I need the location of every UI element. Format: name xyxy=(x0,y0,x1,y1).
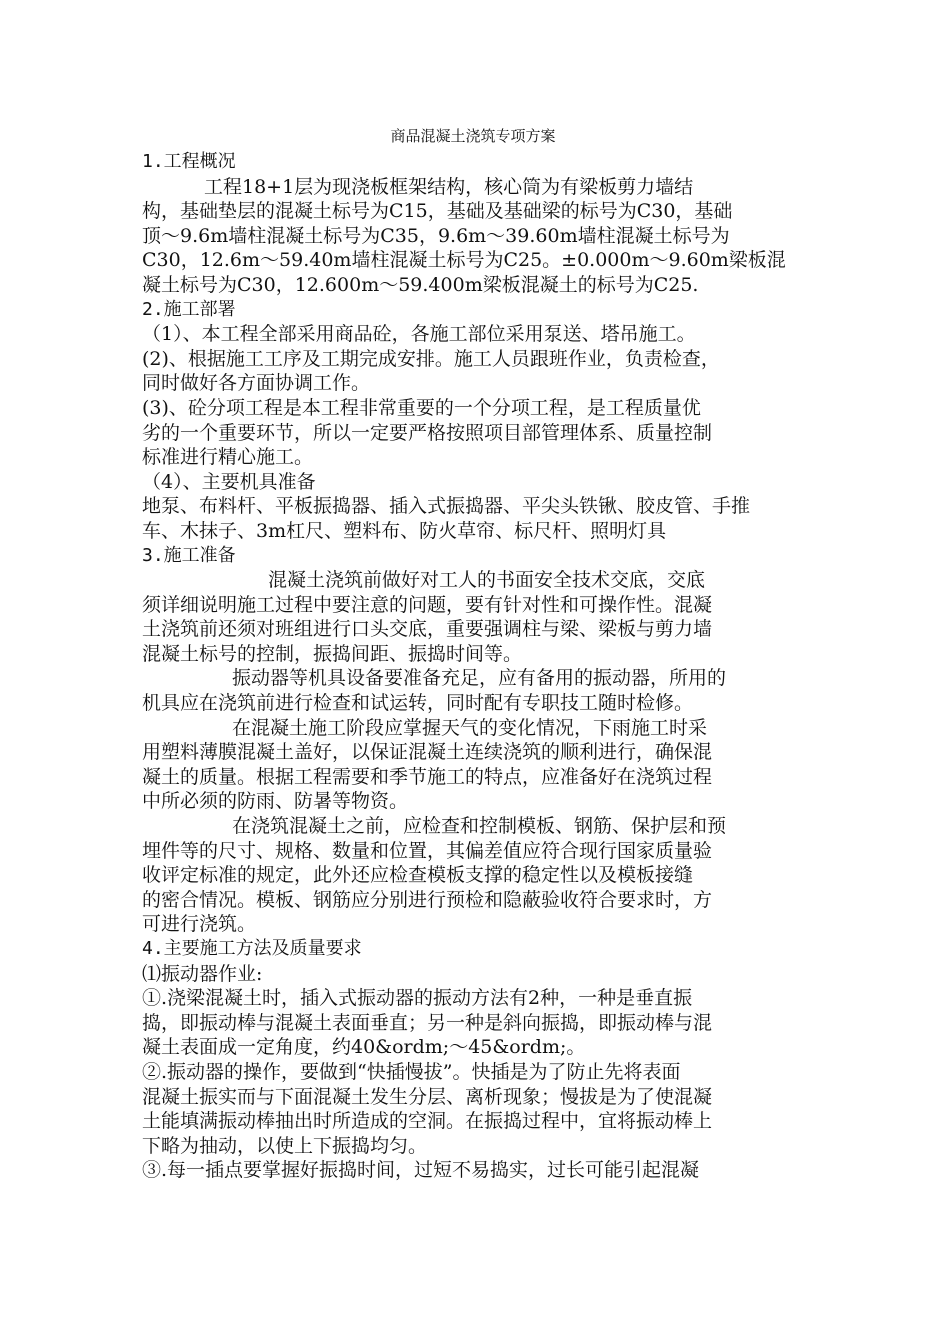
subsection-heading: ⑴振动器作业: xyxy=(142,962,263,985)
paragraph-line: 车、木抹子、3m杠尺、塑料布、防火草帘、标尺杆、照明灯具 xyxy=(142,519,667,542)
paragraph-line: 捣，即振动棒与混凝土表面垂直；另一种是斜向振捣，即振动棒与混 xyxy=(142,1011,713,1034)
paragraph-line: 标准进行精心施工。 xyxy=(142,446,314,469)
list-item: （1）、本工程全部采用商品砼，各施工部位采用泵送、塔吊施工。 xyxy=(142,323,696,346)
section-heading-2: 2.施工部署 xyxy=(142,298,236,320)
list-item: (3)、砼分项工程是本工程非常重要的一个分项工程，是工程质量优 xyxy=(142,396,701,419)
paragraph-line: 须详细说明施工过程中要注意的问题，要有针对性和可操作性。混凝 xyxy=(142,593,713,616)
paragraph-line: 中所必须的防雨、防暑等物资。 xyxy=(142,790,409,813)
paragraph-line: 机具应在浇筑前进行检查和试运转，同时配有专职技工随时检修。 xyxy=(142,692,694,715)
paragraph-line: 混凝土浇筑前做好对工人的书面安全技术交底，交底 xyxy=(268,569,706,592)
list-item: (2)、根据施工工序及工期完成安排。施工人员跟班作业，负责检查， xyxy=(142,347,720,370)
paragraph-line: 收评定标准的规定，此外还应检查模板支撑的稳定性以及模板接缝 xyxy=(142,864,694,887)
paragraph-line: 构，基础垫层的混凝土标号为C15，基础及基础梁的标号为C30，基础 xyxy=(142,200,733,223)
paragraph-line: 凝土的质量。根据工程需要和季节施工的特点，应准备好在浇筑过程 xyxy=(142,765,713,788)
paragraph-line: 土浇筑前还须对班组进行口头交底，重要强调柱与梁、梁板与剪力墙 xyxy=(142,618,713,641)
section-heading-1: 1.工程概况 xyxy=(142,151,236,172)
document-title: 商品混凝土浇筑专项方案 xyxy=(390,127,556,145)
paragraph-line: C30，12.6m～59.40m墙柱混凝土标号为C25。±0.000m～9.60m梁板混 xyxy=(142,249,786,272)
list-item: ②.振动器的操作，要做到“快插慢拔”。快插是为了防止先将表面 xyxy=(142,1060,681,1083)
paragraph-line: 用塑料薄膜混凝土盖好，以保证混凝土连续浇筑的顺利进行，确保混 xyxy=(142,741,713,764)
paragraph-line: 下略为抽动，以使上下振捣均匀。 xyxy=(142,1134,428,1157)
paragraph-line: 混凝土振实而与下面混凝土发生分层、离析现象；慢拔是为了使混凝 xyxy=(142,1085,713,1108)
paragraph-line: 劣的一个重要环节，所以一定要严格按照项目部管理体系、质量控制 xyxy=(142,421,713,444)
document-page xyxy=(142,124,804,1183)
paragraph-line: 凝土标号为C30，12.600m～59.400m梁板混凝土的标号为C25. xyxy=(142,273,699,296)
section-heading-4: 4.主要施工方法及质量要求 xyxy=(142,938,362,959)
paragraph-line: 振动器等机具设备要准备充足，应有备用的振动器，所用的 xyxy=(232,667,727,690)
paragraph-line: 工程18+1层为现浇板框架结构，核心筒为有梁板剪力墙结 xyxy=(204,175,694,198)
list-item: ①.浇梁混凝土时，插入式振动器的振动方法有2种，一种是垂直振 xyxy=(142,987,693,1010)
paragraph-line: 混凝土标号的控制，振捣间距、振捣时间等。 xyxy=(142,642,523,665)
paragraph-line: 的密合情况。模板、钢筋应分别进行预检和隐蔽验收符合要求时，方 xyxy=(142,888,713,911)
paragraph-line: 在混凝土施工阶段应掌握天气的变化情况，下雨施工时采 xyxy=(232,716,708,739)
paragraph-line: 凝土表面成一定角度，约40&ordm;～45&ordm;。 xyxy=(142,1036,586,1059)
paragraph-line: 同时做好各方面协调工作。 xyxy=(142,372,371,395)
paragraph-line: 可进行浇筑。 xyxy=(142,913,257,936)
paragraph-line: 在浇筑混凝土之前，应检查和控制模板、钢筋、保护层和预 xyxy=(232,815,727,838)
section-heading-3: 3.施工准备 xyxy=(142,544,236,566)
list-item: （4）、主要机具准备 xyxy=(142,470,316,493)
paragraph-line: 埋件等的尺寸、规格、数量和位置，其偏差值应符合现行国家质量验 xyxy=(142,839,713,862)
list-item: ③.每一插点要掌握好振捣时间，过短不易捣实，过长可能引起混凝 xyxy=(142,1159,700,1182)
paragraph-line: 地泵、布料杆、平板振捣器、插入式振捣器、平尖头铁锹、胶皮管、手推 xyxy=(142,495,751,518)
paragraph-line: 顶～9.6m墙柱混凝土标号为C35，9.6m～39.60m墙柱混凝土标号为 xyxy=(142,224,730,247)
paragraph-line: 土能填满振动棒抽出时所造成的空洞。在振捣过程中，宜将振动棒上 xyxy=(142,1110,713,1133)
